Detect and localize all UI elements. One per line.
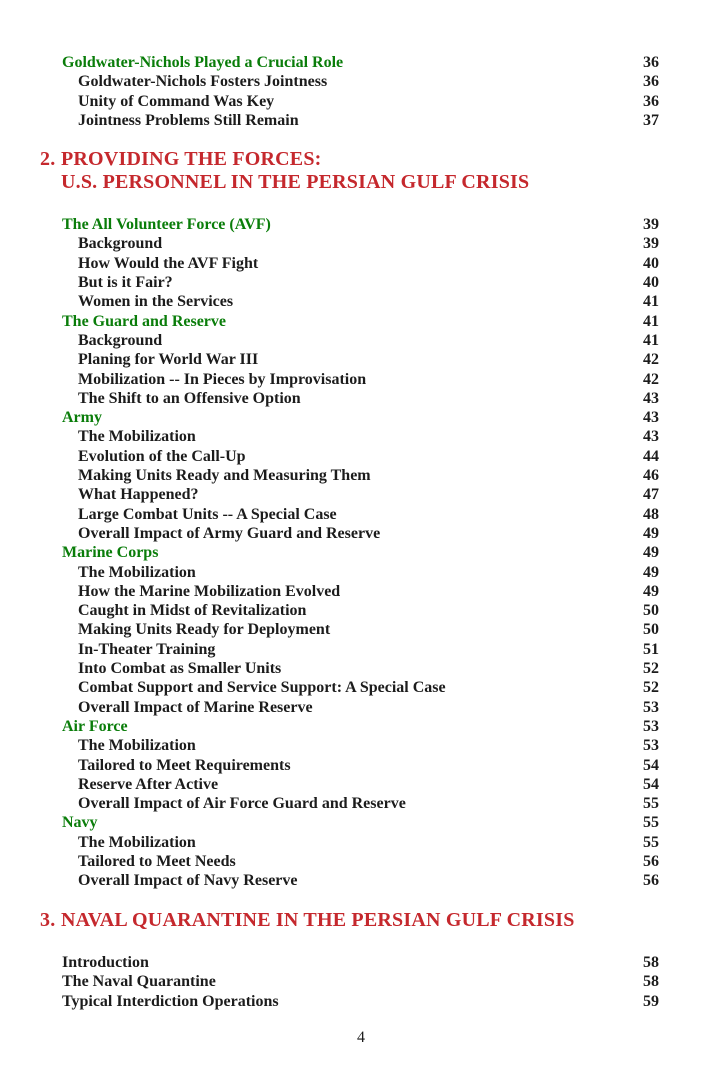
toc-entry-page-number: 43 [643, 409, 659, 427]
toc-entry-page-number: 40 [643, 274, 659, 292]
toc-entry-page-number: 53 [643, 717, 659, 735]
toc-entry-page-number: 54 [643, 756, 659, 774]
toc-entry-page-number: 50 [643, 621, 659, 639]
toc-entry [0, 408, 659, 427]
toc-entry-title: How Would the AVF Fight [78, 254, 259, 272]
toc-entry-title: How the Marine Mobilization Evolved [78, 582, 341, 600]
toc-entry [0, 524, 659, 543]
toc-entry-title: Introduction [62, 954, 149, 972]
toc-entry-title: The Mobilization [78, 428, 196, 446]
toc-entry [0, 234, 659, 253]
toc-entry-title: The Mobilization [78, 737, 196, 755]
toc-entry-title: Army [62, 409, 102, 427]
toc-entry [0, 312, 659, 331]
toc-entry-title: Reserve After Active [78, 775, 219, 793]
toc-entry [0, 370, 659, 389]
toc-entry-page-number: 46 [643, 467, 659, 485]
toc-entry [0, 601, 659, 620]
toc-entry-title: The Mobilization [78, 833, 196, 851]
toc-entry [0, 215, 659, 234]
toc-entry [0, 505, 659, 524]
toc-entry-title: Overall Impact of Air Force Guard and Reserve [78, 795, 406, 813]
chapter-number: 2. [40, 148, 56, 171]
toc-entry-page-number: 58 [643, 954, 659, 972]
toc-entry [0, 485, 659, 504]
toc-entry-page-number: 54 [643, 775, 659, 793]
toc-entry [0, 833, 659, 852]
chapter-title [61, 148, 659, 193]
toc-entry-page-number: 42 [643, 370, 659, 388]
toc-entry [0, 852, 659, 871]
toc-entry-page-number: 56 [643, 872, 659, 890]
toc-entry [0, 72, 659, 91]
chapter-heading [0, 148, 659, 193]
toc-entry [0, 972, 659, 991]
toc-entry-page-number: 41 [643, 293, 659, 311]
toc-entry-title: Tailored to Meet Needs [78, 852, 236, 870]
toc-entry-page-number: 36 [643, 73, 659, 91]
toc-entry-page-number: 44 [643, 447, 659, 465]
toc-entry-title: Goldwater-Nichols Fosters Jointness [78, 73, 328, 91]
toc-entry-title: Making Units Ready and Measuring Them [78, 467, 371, 485]
chapter-title-line: PROVIDING THE FORCES: [61, 148, 322, 171]
toc-entry-page-number: 48 [643, 505, 659, 523]
toc-entry [0, 447, 659, 466]
toc-entry [0, 92, 659, 111]
toc-entry-page-number: 52 [643, 660, 659, 678]
toc-entry-page-number: 36 [643, 54, 659, 71]
toc-entry-title: Mobilization -- In Pieces by Improvisation [78, 370, 367, 388]
toc-entry-title: Goldwater-Nichols Played a Crucial Role [62, 54, 344, 71]
toc-entry [0, 659, 659, 678]
toc-entry-title: Marine Corps [62, 544, 159, 562]
toc-entry-title: Background [78, 235, 163, 253]
toc-entry-title: The Naval Quarantine [62, 973, 216, 991]
toc-entry [0, 53, 659, 72]
page-footer [0, 1029, 722, 1047]
toc-entry [0, 775, 659, 794]
toc-entry-page-number: 39 [643, 216, 659, 234]
toc-entry-page-number: 41 [643, 312, 659, 330]
toc-entry [0, 756, 659, 775]
toc-entry [0, 350, 659, 369]
toc-entry-title: Unity of Command Was Key [78, 92, 275, 110]
toc-entry-title: Making Units Ready for Deployment [78, 621, 331, 639]
toc-entry-title: The Shift to an Offensive Option [78, 389, 301, 407]
toc-entry-page-number: 53 [643, 698, 659, 716]
toc-entry-page-number: 55 [643, 795, 659, 813]
toc-entry-title: Overall Impact of Army Guard and Reserve [78, 524, 381, 542]
toc-entry-page-number: 47 [643, 486, 659, 504]
toc-entry-title: The Mobilization [78, 563, 196, 581]
toc-entry [0, 794, 659, 813]
toc-entry [0, 620, 659, 639]
toc-group [0, 953, 659, 1011]
toc-entry-page-number: 52 [643, 679, 659, 697]
toc-entry-title: Overall Impact of Marine Reserve [78, 698, 313, 716]
toc-entry-page-number: 36 [643, 92, 659, 110]
toc-entry-title: Background [78, 331, 163, 349]
toc-entry [0, 678, 659, 697]
toc-entry [0, 331, 659, 350]
toc-entry-title: In-Theater Training [78, 640, 216, 658]
chapter-title [61, 909, 659, 932]
toc-entry-title: Typical Interdiction Operations [62, 992, 279, 1010]
toc-entry-page-number: 41 [643, 331, 659, 349]
toc-entry-title: Air Force [62, 717, 128, 735]
toc-entry [0, 698, 659, 717]
toc-entry [0, 717, 659, 736]
chapter-title-line: U.S. PERSONNEL IN THE PERSIAN GULF CRISIS [61, 170, 530, 193]
toc-entry-page-number: 55 [643, 814, 659, 832]
toc-entry-title: Tailored to Meet Requirements [78, 756, 291, 774]
toc-entry-page-number: 58 [643, 973, 659, 991]
toc-entry-page-number: 59 [643, 992, 659, 1010]
toc-entry-title: Caught in Midst of Revitalization [78, 602, 307, 620]
chapter-number: 3. [40, 908, 56, 931]
toc-entry-page-number: 43 [643, 389, 659, 407]
toc-entry [0, 563, 659, 582]
toc-entry [0, 736, 659, 755]
toc-entry-title: Planing for World War III [78, 351, 259, 369]
toc-entry [0, 389, 659, 408]
toc-entry-page-number: 49 [643, 563, 659, 581]
toc-entry-page-number: 43 [643, 428, 659, 446]
toc-entry [0, 292, 659, 311]
toc-entry-title: Into Combat as Smaller Units [78, 660, 282, 678]
toc-entry-title: Evolution of the Call-Up [78, 447, 246, 465]
toc-entry [0, 813, 659, 832]
toc-entry [0, 992, 659, 1011]
toc-entry-page-number: 50 [643, 602, 659, 620]
toc-entry-title: The Guard and Reserve [62, 312, 226, 330]
toc-entry [0, 427, 659, 446]
chapter-title-line: NAVAL QUARANTINE IN THE PERSIAN GULF CRISIS [61, 908, 575, 931]
toc-entry-title: Overall Impact of Navy Reserve [78, 872, 298, 890]
toc-entry [0, 543, 659, 562]
toc-entry-page-number: 42 [643, 351, 659, 369]
toc-entry-title: Navy [62, 814, 98, 832]
toc-entry [0, 640, 659, 659]
toc-entry-page-number: 56 [643, 852, 659, 870]
toc-entry [0, 254, 659, 273]
toc-entry-page-number: 40 [643, 254, 659, 272]
toc-entry-title: Jointness Problems Still Remain [78, 111, 299, 129]
toc-entry [0, 111, 659, 130]
toc-entry-page-number: 49 [643, 544, 659, 562]
toc-entry-page-number: 53 [643, 737, 659, 755]
toc-entry-page-number: 39 [643, 235, 659, 253]
toc-entry-title: Large Combat Units -- A Special Case [78, 505, 337, 523]
toc-entry [0, 582, 659, 601]
toc-entry [0, 273, 659, 292]
page-number: 4 [357, 1028, 365, 1046]
toc-group [0, 215, 659, 890]
toc-group [0, 53, 659, 130]
toc-entry-title: The All Volunteer Force (AVF) [62, 216, 271, 234]
toc-entry-page-number: 37 [643, 111, 659, 129]
toc-entry-page-number: 55 [643, 833, 659, 851]
toc-entry [0, 466, 659, 485]
toc-entry-title: What Happened? [78, 486, 199, 504]
toc-entry-title: But is it Fair? [78, 274, 173, 292]
toc-entry [0, 871, 659, 890]
toc-entry [0, 953, 659, 972]
toc-entry-page-number: 49 [643, 524, 659, 542]
toc-entry-title: Women in the Services [78, 293, 234, 311]
toc-entry-page-number: 51 [643, 640, 659, 658]
chapter-heading [0, 909, 659, 932]
toc-entry-page-number: 49 [643, 582, 659, 600]
toc-entry-title: Combat Support and Service Support: A Special Case [78, 679, 446, 697]
